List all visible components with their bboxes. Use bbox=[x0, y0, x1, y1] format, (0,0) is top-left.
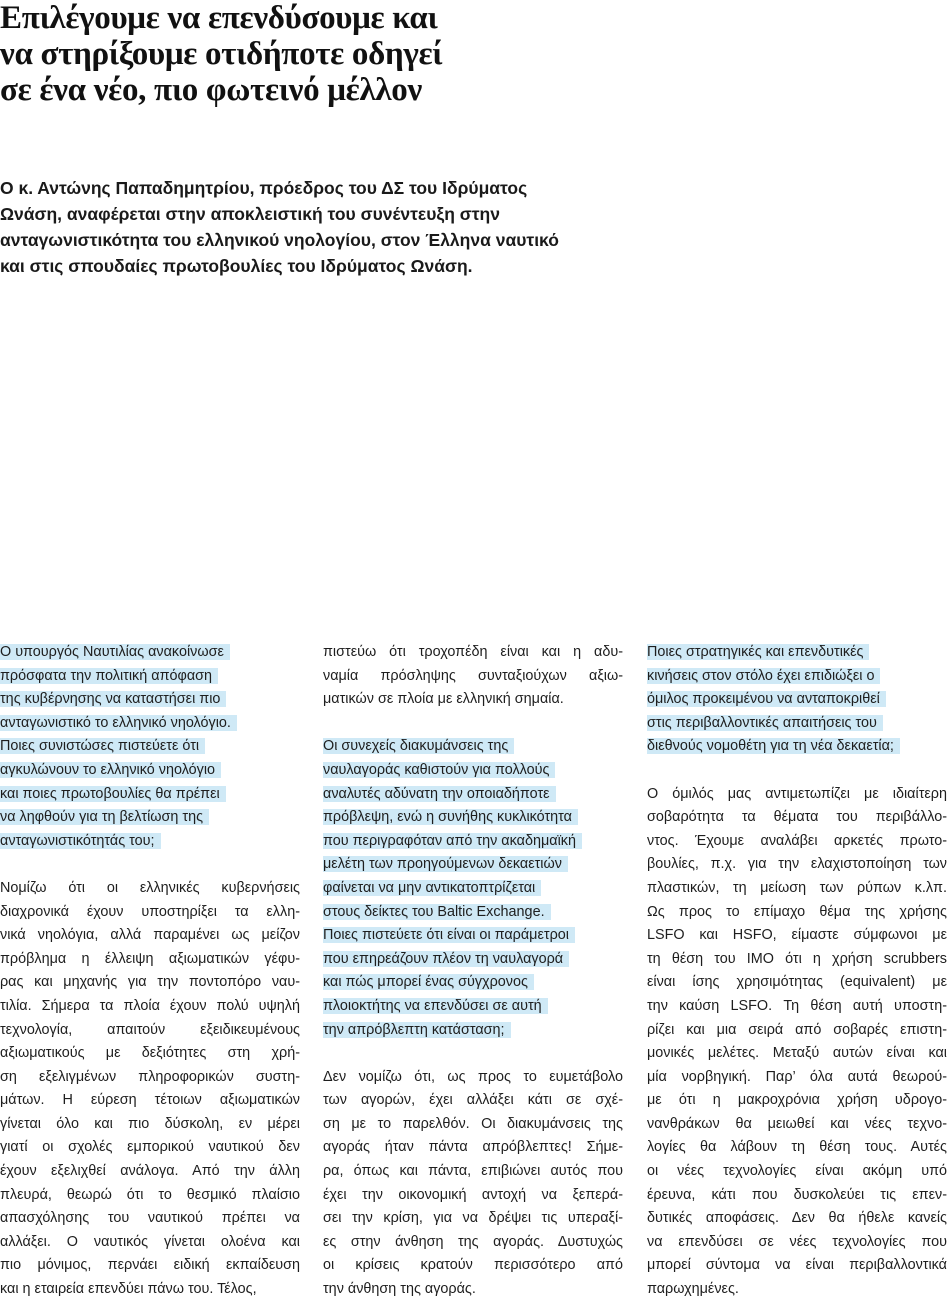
answer-line: των αγορών, έχει αλλάξει κάτι σε σχέ- bbox=[323, 1092, 623, 1109]
answer-line: μάτων. Η εύρεση τέτοιων αξιωματικών bbox=[0, 1092, 300, 1109]
lead-line: και στις σπουδαίες πρωτοβουλίες του Ιδρύματος Ωνάση. bbox=[0, 256, 473, 276]
answer-line: αξιωματικούς με δεξιότητες στη χρή- bbox=[0, 1045, 300, 1062]
answer-line: έχει την οικονομική αντοχή να ξεπερά- bbox=[323, 1186, 623, 1203]
question-line bbox=[647, 665, 947, 689]
answer-line: Ο όμιλός μας αντιμετωπίζει με ιδιαίτερη bbox=[647, 785, 947, 802]
answer-line: λογίες θα λάβουν τη θέση τους. Αυτές bbox=[647, 1139, 947, 1156]
answer-line: βουλίες, π.χ. για την ελαχιστοποίηση των bbox=[647, 856, 947, 873]
answer-3 bbox=[647, 783, 947, 1302]
answer-line: γίνεται όλο και πιο δύσκολη, εν μέρει bbox=[0, 1115, 300, 1132]
question-line bbox=[323, 830, 623, 854]
answer-line: LSFO και HSFO, είμαστε σύμφωνοι με bbox=[647, 927, 947, 944]
answer-1 bbox=[0, 877, 300, 1302]
paragraph-gap bbox=[647, 759, 947, 783]
answer-line: να επενδύσει σε νέες τεχνολογίες που bbox=[647, 1233, 947, 1250]
question-line bbox=[647, 735, 947, 759]
answer-line: πλευρά, θεωρώ ότι το θεσμικό πλαίσιο bbox=[0, 1186, 300, 1203]
article-title bbox=[0, 0, 620, 108]
answer-line: αλλάξει. Ο ναυτικός γίνεται ολοένα και bbox=[0, 1233, 300, 1250]
answer-line: διαχρονικά έχουν υποστηρίξει τα ελλη- bbox=[0, 903, 300, 920]
answer-line: Δεν νομίζω ότι, ως προς το ευμετάβολο bbox=[323, 1068, 623, 1085]
answer-line: έχουν εξελιχθεί ανάλογα. Από την άλλη bbox=[0, 1163, 300, 1180]
answer-line: τεχνολογία, απαιτούν εξειδικευμένους bbox=[0, 1021, 300, 1038]
question-line bbox=[323, 877, 623, 901]
highlighted-text: πλοιοκτήτης να επενδύσει σε αυτή bbox=[323, 998, 548, 1014]
question-line bbox=[323, 759, 623, 783]
answer-line: τιλία. Σήμερα τα πλοία έχουν πολύ υψηλή bbox=[0, 997, 300, 1014]
question-line bbox=[0, 735, 300, 759]
answer-line: την καύση LSFO. Τη θέση αυτή υποστη- bbox=[647, 997, 947, 1014]
answer-line: Ως προς το επίμαχο θέμα της χρήσης bbox=[647, 903, 947, 920]
highlighted-text: της κυβέρνησης να καταστήσει πιο bbox=[0, 691, 226, 707]
question-line bbox=[647, 688, 947, 712]
paragraph-gap bbox=[323, 1042, 623, 1066]
answer-line: ση με το παρελθόν. Οι διακυμάνσεις της bbox=[323, 1115, 623, 1132]
answer-line: μονικές μελέτες. Μεταξύ αυτών είναι και bbox=[647, 1045, 947, 1062]
article-lead bbox=[0, 175, 610, 279]
question-line bbox=[323, 971, 623, 995]
answer-1-continued bbox=[323, 641, 623, 712]
answer-line: νικά νηολόγια, αλλά παραμένει ως μείζον bbox=[0, 927, 300, 944]
answer-line: έρευνα, κάτι που δυσκολεύει τις επεν- bbox=[647, 1186, 947, 1203]
answer-line: Νομίζω ότι οι ελληνικές κυβερνήσεις bbox=[0, 879, 300, 896]
answer-line: ντος. Έχουμε αναλάβει αρκετές πρωτο- bbox=[647, 832, 947, 849]
question-line bbox=[0, 688, 300, 712]
highlighted-text: Οι συνεχείς διακυμάνσεις της bbox=[323, 738, 514, 754]
question-line bbox=[323, 948, 623, 972]
question-line bbox=[0, 830, 300, 854]
question-line bbox=[323, 735, 623, 759]
answer-line: μπορεί σύντομα να είναι περιβαλλοντικά bbox=[647, 1257, 947, 1274]
highlighted-text: ανταγωνιστικό το ελληνικό νηολόγιο. bbox=[0, 715, 237, 731]
highlighted-text: αγκυλώνουν το ελληνικό νηολόγιο bbox=[0, 762, 221, 778]
answer-line: ναμία πρόσληψης συνταξιούχων αξιω- bbox=[323, 667, 623, 684]
highlighted-text: ανταγωνιστικότητάς του; bbox=[0, 833, 161, 849]
highlighted-text: κινήσεις στον στόλο έχει επιδιώξει ο bbox=[647, 668, 880, 684]
highlighted-text: και πώς μπορεί ένας σύγχρονος bbox=[323, 974, 534, 990]
answer-line: σοβαρότητα τα θέματα του περιβάλλο- bbox=[647, 809, 947, 826]
question-line bbox=[0, 783, 300, 807]
title-line: να στηρίξουμε οτιδήποτε οδηγεί bbox=[0, 36, 443, 72]
question-line bbox=[647, 712, 947, 736]
question-line bbox=[323, 806, 623, 830]
answer-line: ματικών σε πλοία με ελληνική σημαία. bbox=[323, 691, 564, 708]
answer-line: πιο μόνιμος, περνάει ειδική εκπαίδευση bbox=[0, 1257, 300, 1274]
answer-line: τη θέση του ΙΜΟ ότι η χρήση scrubbers bbox=[647, 950, 947, 967]
answer-line: ση εξελιγμένων πληροφορικών συστη- bbox=[0, 1068, 300, 1085]
answer-line: οι νέες τεχνολογίες είναι ακόμη υπό bbox=[647, 1163, 947, 1180]
answer-2 bbox=[323, 1066, 623, 1302]
question-line bbox=[647, 641, 947, 665]
question-line bbox=[0, 759, 300, 783]
answer-line: αγοράς ήταν πάντα απρόβλεπτες! Σήμε- bbox=[323, 1139, 623, 1156]
highlighted-text: που επηρεάζουν πλέον τη ναυλαγορά bbox=[323, 951, 569, 967]
lead-line: Ωνάση, αναφέρεται στην αποκλειστική του συνέντευξη στην bbox=[0, 204, 500, 224]
question-line bbox=[0, 712, 300, 736]
highlighted-text: όμιλος προκειμένου να ανταποκριθεί bbox=[647, 691, 886, 707]
answer-line: μία νορβηγική. Παρ’ όλα αυτά θεωρού- bbox=[647, 1068, 947, 1085]
title-line: σε ένα νέο, πιο φωτεινό μέλλον bbox=[0, 72, 422, 108]
question-line bbox=[0, 806, 300, 830]
answer-line: πρόβλημα η έλλειψη αξιωματικών γέφυ- bbox=[0, 950, 300, 967]
highlighted-text: αναλυτές αδύνατη την οποιαδήποτε bbox=[323, 786, 556, 802]
paragraph-gap bbox=[0, 853, 300, 877]
question-line bbox=[323, 924, 623, 948]
highlighted-text: φαίνεται να μην αντικατοπτρίζεται bbox=[323, 880, 541, 896]
answer-line: πιστεύω ότι τροχοπέδη είναι και η αδυ- bbox=[323, 644, 623, 660]
answer-line: γιατί οι σχολές εμπορικού ναυτικού δεν bbox=[0, 1139, 300, 1156]
question-1 bbox=[0, 641, 300, 853]
highlighted-text: ναυλαγοράς καθιστούν για πολλούς bbox=[323, 762, 555, 778]
answer-line: ρα, όπως και πάντα, επιβιώνει αυτός που bbox=[323, 1163, 623, 1180]
answer-line: σει την κρίση, για να δρέψει τις υπεραξί- bbox=[323, 1210, 623, 1227]
highlighted-text: Ποιες στρατηγικές και επενδυτικές bbox=[647, 644, 869, 660]
lead-line: Ο κ. Αντώνης Παπαδημητρίου, πρόεδρος του ΔΣ του Ιδρύματος bbox=[0, 178, 528, 198]
question-line bbox=[323, 783, 623, 807]
highlighted-text: στους δείκτες του Baltic Exchange. bbox=[323, 904, 551, 920]
highlighted-text: διεθνούς νομοθέτη για τη νέα δεκαετία; bbox=[647, 738, 900, 754]
highlighted-text: στις περιβαλλοντικές απαιτήσεις του bbox=[647, 715, 883, 731]
highlighted-text: την απρόβλεπτη κατάσταση; bbox=[323, 1022, 511, 1038]
highlighted-text: που περιγραφόταν από την ακαδημαϊκή bbox=[323, 833, 582, 849]
answer-line: παρωχημένες. bbox=[647, 1281, 739, 1298]
answer-line: πλαστικών, τη μείωση των ρύπων κ.λπ. bbox=[647, 879, 947, 896]
answer-line: απασχόλησης του ναυτικού πρέπει να bbox=[0, 1210, 300, 1227]
answer-line: και η εταιρεία επενδύει πάνω του. Τέλος, bbox=[0, 1281, 257, 1298]
answer-line: νανθράκων θα μειωθεί και νέες τεχνο- bbox=[647, 1115, 947, 1132]
highlighted-text: και ποιες πρωτοβουλίες θα πρέπει bbox=[0, 786, 226, 802]
lead-line: ανταγωνιστικότητα του ελληνικού νηολογίου, στον Έλληνα ναυτικό bbox=[0, 230, 559, 250]
answer-line: δυτικές αποφάσεις. Δεν θα ήθελε κανείς bbox=[647, 1210, 947, 1227]
column-3 bbox=[647, 641, 947, 1302]
answer-line: ρίζει και μια σειρά από σοβαρές επιστη- bbox=[647, 1021, 947, 1038]
question-line bbox=[323, 995, 623, 1019]
question-line bbox=[323, 853, 623, 877]
question-3 bbox=[647, 641, 947, 759]
answer-line: ρας και μηχανής για την ποντοπόρο ναυ- bbox=[0, 974, 300, 991]
question-line bbox=[323, 1019, 623, 1043]
column-1 bbox=[0, 641, 300, 1302]
highlighted-text: Ποιες συνιστώσες πιστεύετε ότι bbox=[0, 738, 205, 754]
highlighted-text: να ληφθούν για τη βελτίωση της bbox=[0, 809, 209, 825]
answer-line: με ότι η μακροχρόνια χρήση υδρογο- bbox=[647, 1092, 947, 1109]
answer-line: είναι ίσης χρησιμότητας (equivalent) με bbox=[647, 974, 947, 991]
highlighted-text: Ο υπουργός Ναυτιλίας ανακοίνωσε bbox=[0, 644, 230, 660]
question-2 bbox=[323, 735, 623, 1042]
question-line bbox=[0, 665, 300, 689]
paragraph-gap bbox=[323, 712, 623, 736]
answer-line: ες στην άνθηση της αγοράς. Δυστυχώς bbox=[323, 1233, 623, 1250]
question-line bbox=[0, 641, 300, 665]
question-line bbox=[323, 901, 623, 925]
title-line: Επιλέγουμε να επενδύσουμε και bbox=[0, 0, 438, 36]
highlighted-text: πρόβλεψη, ενώ η συνήθης κυκλικότητα bbox=[323, 809, 578, 825]
column-2 bbox=[323, 641, 623, 1302]
answer-line: οι κρίσεις κρατούν περισσότερο από bbox=[323, 1257, 623, 1274]
highlighted-text: Ποιες πιστεύετε ότι είναι οι παράμετροι bbox=[323, 927, 575, 943]
answer-line: την άνθηση της αγοράς. bbox=[323, 1281, 476, 1298]
highlighted-text: μελέτη των προηγούμενων δεκαετιών bbox=[323, 856, 568, 872]
highlighted-text: πρόσφατα την πολιτική απόφαση bbox=[0, 668, 218, 684]
